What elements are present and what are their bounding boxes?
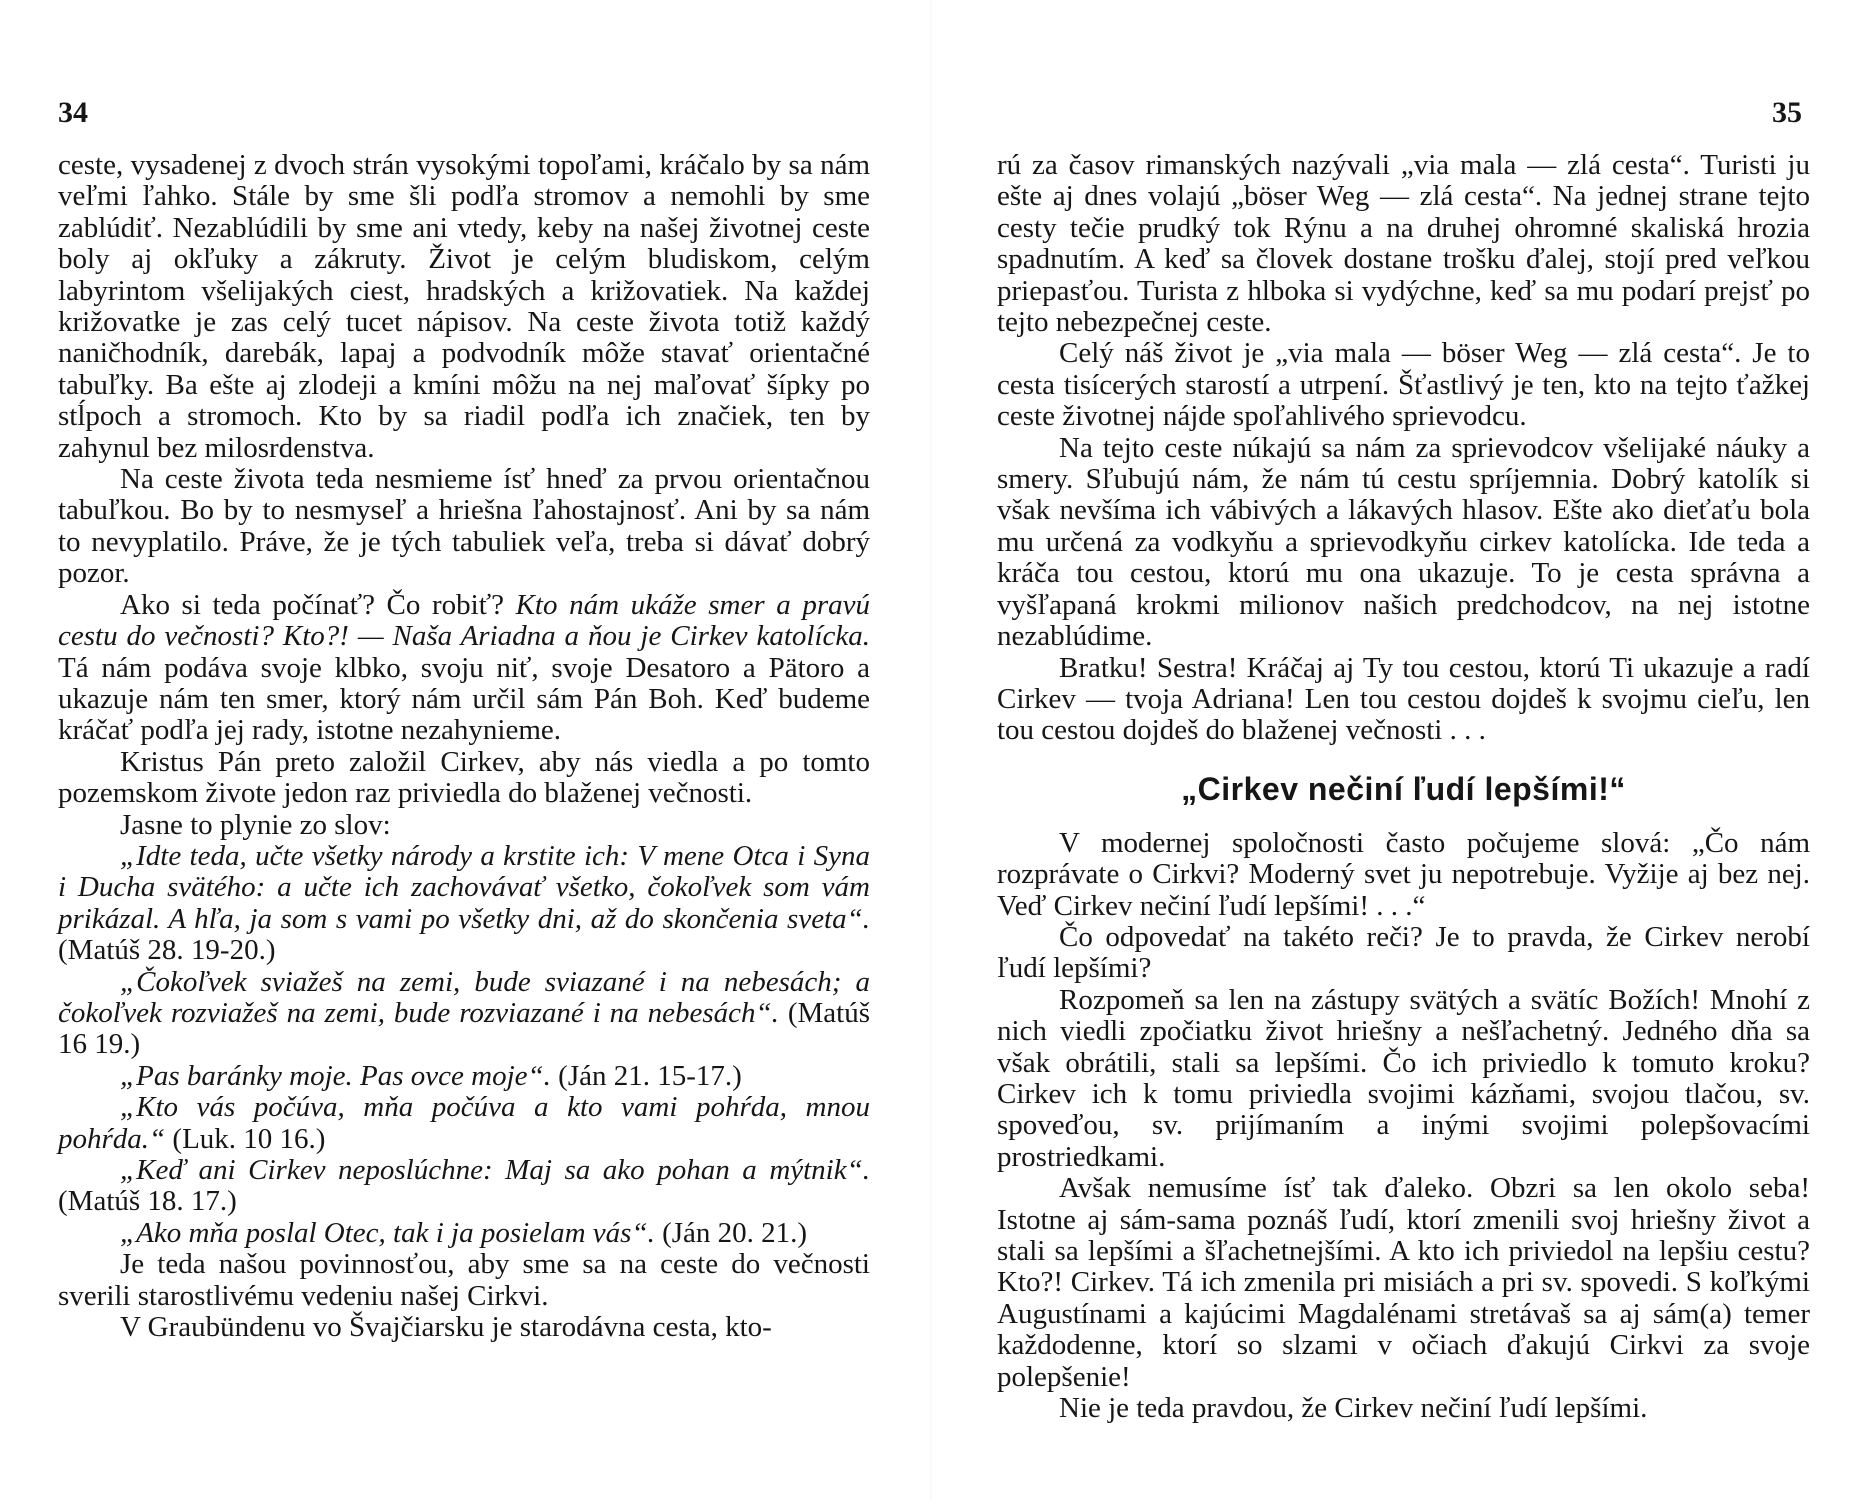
scripture-quote: [58, 1155, 870, 1218]
quote-reference: (Luk. 10 16.): [165, 1122, 326, 1155]
paragraph: Kristus Pán preto založil Cirkev, aby nás viedla a po tomto pozemskom živote jedon raz priviedla do blaženej večnosti.: [58, 745, 870, 810]
text-run: Ako si teda počínať? Čo robiť?: [120, 588, 516, 621]
paragraph: Rozpomeň sa len na zástupy svätých a svätíc Božích! Mnohí z nich viedli zpočiatku život hriešny a nešľachetný. Jedného dňa sa však obrátili, stali sa lepšími. Čo ich priviedlo k tomuto kroku? Cirkev ich k tomu priviedla svojimi kázňami, svojou tlačou, sv. spoveďou, sv. prijímaním a inými svojimi polepšovacími prostriedkami.: [997, 983, 1810, 1173]
scripture-quote: [58, 967, 870, 1061]
paragraph: Bratku! Sestra! Kráčaj aj Ty tou cestou, ktorú Ti ukazuje a radí Cirkev — tvoja Adriana! Len tou cestou dojdeš k svojmu cieľu, len tou cestou dojdeš do blaženej večnosti . . .: [997, 651, 1810, 747]
quote-text: „Čokoľvek sviažeš na zemi, bude sviazané i na nebesách; a čokoľvek rozviažeš na zemi, bude rozviazané i na nebesách“.: [58, 965, 870, 1029]
quote-reference: (Matúš 16 19.): [58, 996, 870, 1061]
quote-text: „Idte teda, učte všetky národy a krstite ich: V mene Otca i Syna i Ducha svätého: a učte ich zachovávať všetko, čokoľvek som vám prikázal. A hľa, ja som s vami po všetky dni, až do skončenia sveta“.: [58, 839, 870, 935]
paragraph: Na tejto ceste núkajú sa nám za sprievodcov všelijaké náuky a smery. Sľubujú nám, že nám tú cestu spríjemnia. Dobrý katolík si však nevšíma ich vábivých a lákavých hlasov. Ešte ako dieťaťu bola mu určená za vodkyňu a sprievodkyňu cirkev katolícka. Ide teda a kráča tou cestou, ktorú mu ona ukazuje. To je cesta správna a vyšľapaná krokmi milionov našich predchodcov, na nej istotne nezablúdime.: [997, 431, 1810, 653]
right-text-column: [997, 150, 1810, 1424]
scripture-quote: [58, 1218, 870, 1249]
paragraph: [58, 590, 870, 747]
emphasis-text: Kto nám ukáže smer a pravú cestu do večnosti? Kto?! — Naša Ariadna a ňou je Cirkev katolícka.: [58, 588, 870, 653]
paragraph: rú za časov rimanských nazývali „via mala — zlá cesta“. Turisti ju ešte aj dnes volajú „böser Weg — zlá cesta“. Na jednej strane tejto cesty tečie prudký tok Rýnu a na druhej ohromné skaliská hrozia spadnutím. A keď sa človek dostane trošku ďalej, stojí pred veľkou priepasťou. Turista z hlboka si vydýchne, keď sa mu podarí prejsť po tejto nebezpečnej ceste.: [997, 149, 1810, 339]
paragraph: Je teda našou povinnosťou, aby sme sa na ceste do večnosti sverili starostlivému vedeniu našej Cirkvi.: [58, 1248, 870, 1312]
text-run: Tá nám podáva svoje klbko, svoju niť, svoje Desatoro a Pätoro a ukazuje nám ten smer, ktorý nám určil sám Pán Boh. Keď budeme kráčať podľa jej rady, istotne nezahynieme.: [58, 651, 870, 747]
quote-text: „Ako mňa poslal Otec, tak i ja posielam vás“.: [120, 1216, 655, 1249]
scripture-quote: [58, 1092, 870, 1155]
paragraph: Na ceste života teda nesmieme ísť hneď za prvou orientačnou tabuľkou. Bo by to nesmyseľ a hriešna ľahostajnosť. Ani by sa nám to nevyplatilo. Práve, že je tých tabuliek veľa, treba si dávať dobrý pozor.: [58, 463, 870, 590]
quote-reference: (Matúš 28. 19-20.): [58, 934, 276, 967]
quote-reference: (Ján 20. 21.): [654, 1216, 808, 1249]
quote-reference: (Ján 21. 15-17.): [550, 1059, 742, 1092]
scripture-quote: [58, 841, 870, 967]
page-number: 35: [1772, 96, 1802, 129]
paragraph: Čo odpovedať na takéto reči? Je to pravda, že Cirkev nerobí ľudí lepšími?: [997, 920, 1810, 985]
paragraph: Nie je teda pravdou, že Cirkev nečiní ľudí lepšími.: [1059, 1392, 1648, 1425]
quote-reference: (Matúš 18. 17.): [58, 1185, 237, 1218]
right-page: [931, 0, 1862, 1500]
page-number: 34: [58, 96, 88, 129]
left-text-column: [58, 150, 870, 1343]
paragraph: V modernej spoločnosti často počujeme slová: „Čo nám rozprávate o Cirkvi? Moderný svet ju nepotrebuje. Vyžije aj bez nej. Veď Cirkev nečiní ľudí lepšími! . . .“: [997, 826, 1810, 922]
paragraph: Jasne to plynie zo slov:: [120, 808, 391, 841]
paragraph: V Graubündenu vo Švajčiarsku je starodávna cesta, kto-: [120, 1311, 772, 1344]
paragraph: ceste, vysadenej z dvoch strán vysokými topoľami, kráčalo by sa nám veľmi ľahko. Stále by sme šli podľa stromov a nemohli by sme zablúdiť. Nezablúdili by sme ani vtedy, keby na našej životnej ceste boly aj okľuky a zákruty. Život je celým bludiskom, celým labyrintom všelijakých ciest, hradských a križovatiek. Na každej križovatke je zas celý tucet nápisov. Na ceste života totiž každý naničhodník, darebák, lapaj a podvodník môže stavať orientačné tabuľky. Ba ešte aj zlodeji a kmíni môžu na nej maľovať šípky po stĺpoch a stromoch. Kto by sa riadil podľa ich značiek, ten by zahynul bez milosrdenstva.: [58, 149, 870, 464]
paragraph: Celý náš život je „via mala — böser Weg — zlá cesta“. Je to cesta tisícerých starostí a utrpení. Šťastlivý je ten, kto na tejto ťažkej ceste životnej nájde spoľahlivého sprievodcu.: [997, 337, 1810, 433]
quote-text: „Keď ani Cirkev neposlúchne: Maj sa ako pohan a mýtnik“.: [120, 1154, 870, 1186]
quote-text: „Kto vás počúva, mňa počúva a kto vami pohŕda, mnou pohŕda.“: [58, 1091, 870, 1155]
quote-text: „Pas baránky moje. Pas ovce moje“.: [120, 1059, 551, 1092]
scripture-quote: [58, 1061, 870, 1092]
paragraph: Avšak nemusíme ísť tak ďaleko. Obzri sa len okolo seba! Istotne aj sám-sama poznáš ľudí, ktorí zmenili svoj hriešny život a stali sa lepšími a šľachetnejšími. A kto ich priviedol na lepšiu cestu? Kto?! Cirkev. Tá ich zmenila pri misiách a pri sv. spovedi. S koľkými Augustínami a kajúcimi Magdalénami stretávaš sa aj sám(a) temer každodenne, ktorí so slzami v očiach ďakujú Cirkvi za svoje polepšenie!: [997, 1172, 1810, 1393]
section-heading: „Cirkev nečiní ľudí lepšími!“: [1181, 770, 1626, 807]
